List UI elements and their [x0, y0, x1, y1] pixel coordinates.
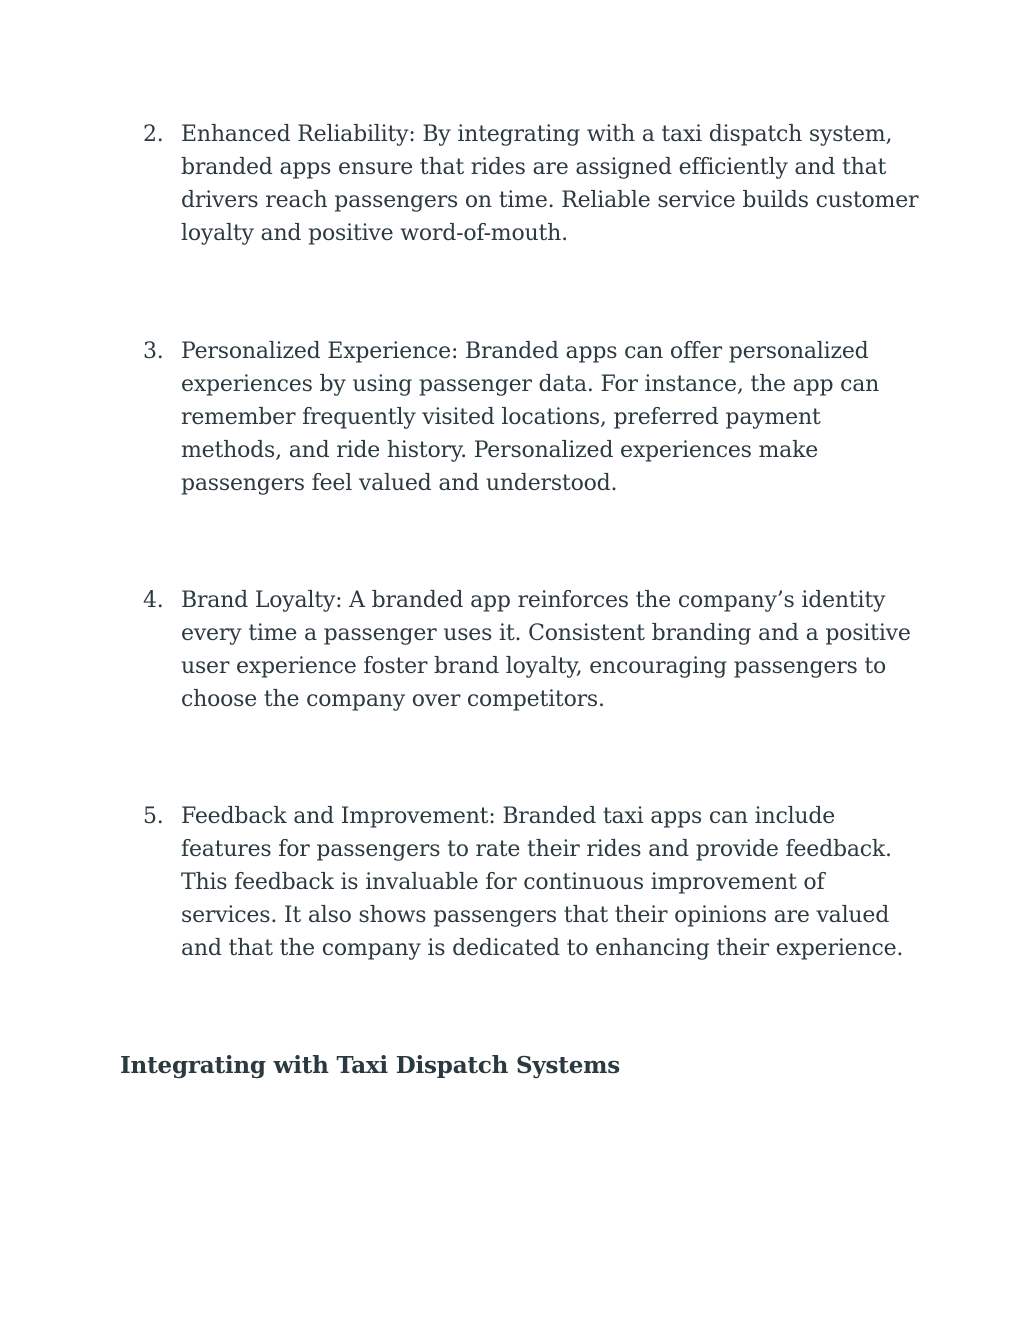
list-item-enhanced-reliability	[143, 118, 923, 250]
list-item-text: Feedback and Improvement: Branded taxi apps can include features for passengers to rate their rides and provide feedback. This feedback is invaluable for continuous improvement of services. It also shows passengers that their opinions are valued and that the company is dedicated to enhancing their experience.	[181, 804, 904, 961]
list-item-text: Personalized Experience: Branded apps can offer personalized experiences by using passenger data. For instance, the app can remember frequently visited locations, preferred payment methods, and ride history. Personalized experiences make passengers feel valued and understood.	[181, 339, 880, 496]
list-item-feedback-and-improvement	[143, 800, 923, 965]
list-item-number: 2.	[143, 122, 164, 147]
list-item-text: Brand Loyalty: A branded app reinforces the company’s identity every time a passenger uses it. Consistent branding and a positive user experience foster brand loyalty, encouraging passengers to choose the company over competitors.	[181, 588, 911, 712]
list-item-number: 4.	[143, 588, 164, 613]
list-item-brand-loyalty	[143, 584, 923, 716]
section-heading: Integrating with Taxi Dispatch Systems	[120, 1052, 621, 1079]
list-item-number: 5.	[143, 804, 164, 829]
list-item-personalized-experience	[143, 335, 923, 500]
list-item-text: Enhanced Reliability: By integrating with a taxi dispatch system, branded apps ensure that rides are assigned efficiently and that drivers reach passengers on time. Reliable service builds customer loyalty and positive word-of-mouth.	[181, 122, 919, 246]
list-item-number: 3.	[143, 339, 164, 364]
